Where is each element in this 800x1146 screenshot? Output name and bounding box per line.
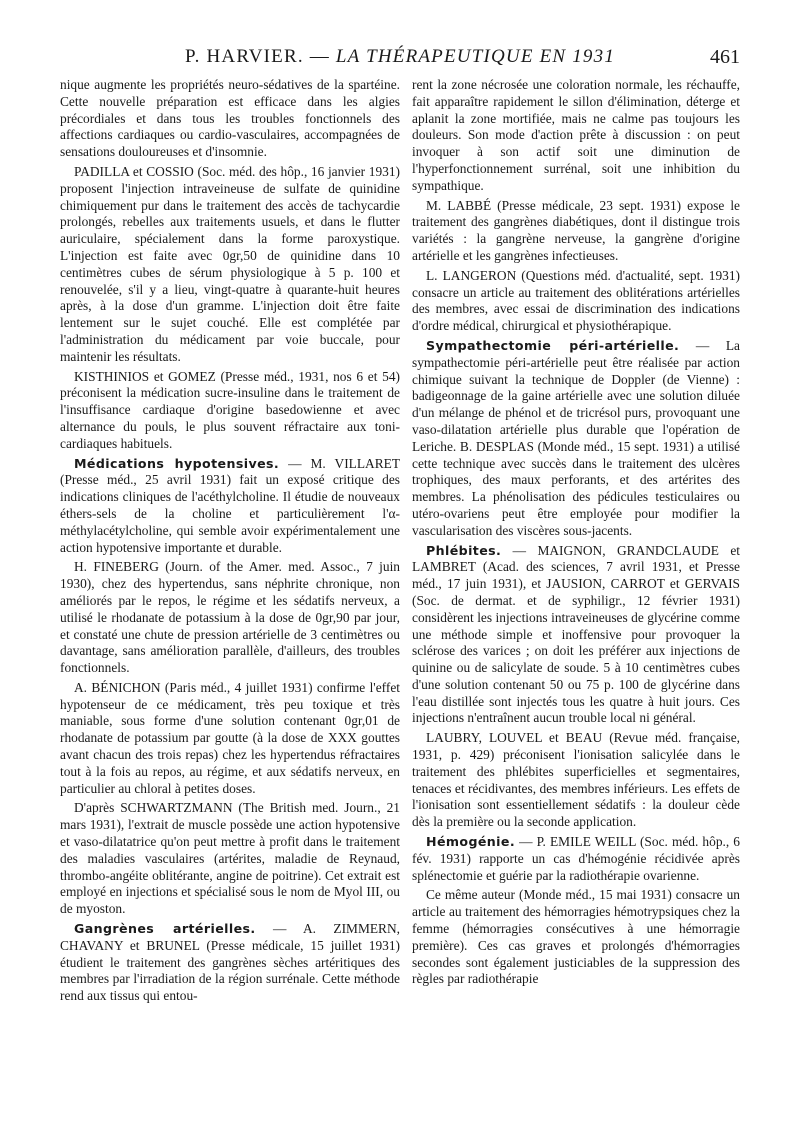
section-heading: Médications hypotensives. [74,455,280,471]
paragraph-text: H. FINEBERG (Journ. of the Amer. med. Assoc., 7 juin 1930), chez des hypertendus, sans néphrite chronique, non améliorés par le repos, le régime et les sédatifs nerveux, a utilisé le rhodanate de potassium à la dose de 0gr,90 par jour, et constaté une chute de pression artérielle de 3 centimètres ou davantage, sans amélioration parallèle, d'ailleurs, des troubles fonctionnels. [60,559,400,676]
paragraph [412,77,740,195]
paragraph [60,164,400,366]
right-column [412,77,740,991]
paragraph-text: — M. VILLARET (Presse méd., 25 avril 1931) fait un exposé critique des indications cliniques de l'acéthylcholine. Il étudie de nouveaux éthers-sels de la choline et particulièrement l'α-méthylacétylcholine, qui semble avoir expérimentalement une action hypotensive importante et durable. [60,455,400,555]
paragraph-text: rent la zone nécrosée une coloration normale, les réchauffe, fait apparaître rapidement le sillon d'élimination, déterge et aplanit la zone mortifiée, mais ne calme pas toujours les douleurs. Son mode d'action prête à discussion : on peut invoquer à son actif soit une diminution de l'hyperfonctionnement surrénal, soit une inhibition du sympathique. [412,77,740,193]
paragraph-text: L. LANGERON (Questions méd. d'actualité, sept. 1931) consacre un article au traitement des oblitérations artérielles des membres, avec essai de discrimination des indications d'ordre médical, chirurgical et physiothérapique. [412,267,740,334]
paragraph-text: KISTHINIOS et GOMEZ (Presse méd., 1931, nos 6 et 54) préconisent la médication sucre-insuline dans le traitement de l'insuffisance cardiaque d'origine basedowienne et avec alternance du pouls, le plus souvent réfractaire aux toni-cardiaques habituels. [60,368,400,451]
paragraph-text: LAUBRY, LOUVEL et BEAU (Revue méd. française, 1931, p. 429) préconisent l'ionisation salicylée dans le traitement des phlébites superficielles et segmentaires, tenaces et récidivantes, des membres inférieurs. Les effets de l'ionisation sont essentiellement sédatifs : la douleur cède dès la première ou la seconde application. [412,730,740,830]
section-heading: Hémogénie. [426,834,516,850]
paragraph [60,800,400,918]
paragraph [60,680,400,798]
section-heading: Sympathectomie péri-artérielle. [426,337,680,353]
paragraph [412,268,740,335]
paragraph-text: D'après SCHWARTZMANN (The British med. Journ., 21 mars 1931), l'extrait de muscle possède une action hypotensive et vaso-dilatatrice qu'on peut mettre à profit dans le traitement des maladies vasculaires (artérites, maladie de Reynaud, thrombo-angéite oblitérante, angine de poitrine). Cet extrait est employé en injections et spécialisé sous le nom de Myol III, ou de myoston. [60,800,400,917]
running-title [60,46,740,68]
paragraph [60,456,400,557]
paragraph [412,198,740,265]
paragraph-text: — MAIGNON, GRANDCLAUDE et LAMBRET (Acad. des sciences, 7 avril 1931, et Presse méd., 17 juin 1931), et JAUSION, CARROT et GERVAIS (Soc. de dermat. et de syphiligr., 12 février 1931) considèrent les injections intraveineuses de glycérine comme une méthode simple et inoffensive pour provoquer la sclérose des varices ; on doit les préférer aux injections de quinine ou de salicylate de soude. 5 à 10 centimètres cubes d'une solution contenant 50 ou 75 p. 100 de glycérine dans l'eau distillée sont injectés tous les quatre à huit jours. Ces injections n'entraînent aucun trouble local ni général. [412,542,740,726]
left-column [60,77,400,1008]
header-title: LA THÉRAPEUTIQUE EN 1931 [335,46,616,67]
paragraph [412,543,740,728]
paragraph-text: PADILLA et COSSIO (Soc. méd. des hôp., 16 janvier 1931) proposent l'injection intraveineuse de sulfate de quinidine chimiquement pur dans le traitement des accès de tachycardie prolongés, rebelles aux traitements usuels, et dans le flutter auriculaire, spécialement dans la forme paroxystique. L'injection est faite avec 0gr,50 de quinidine dans 10 centimètres cubes de sérum physiologique à 5 p. 100 et renouvelée, s'il y a lieu, vingt-quatre à quarante-huit heures après, à la dose d'un gramme. L'injection doit être faite lentement sur le sujet couché. Elle est complétée par l'administration du médicament par voie buccale, pour maintenir les résultats. [60,163,400,364]
running-header [60,46,740,74]
paragraph-text: A. BÉNICHON (Paris méd., 4 juillet 1931) confirme l'effet hypotenseur de ce médicament, très peu toxique et très maniable, sous forme d'une solution contenant 0gr,01 de rhodanate de potassium par goutte (à la dose de XXX gouttes avant chacun des trois repas) chez les hypertendus réfractaires tout à la fois au repos, au régime, et aux sédatifs nerveux, en particulier au chloral à petites doses. [60,679,400,796]
paragraph-text: — P. EMILE WEILL (Soc. méd. hôp., 6 fév. 1931) rapporte un cas d'hémogénie récidivée après splénectomie et guérie par la radiothérapie ovarienne. [412,834,740,883]
paragraph [412,338,740,540]
paragraph [412,887,740,988]
paragraph [412,834,740,884]
paragraph-text: — La sympathectomie péri-artérielle peut être réalisée par action chimique suivant la technique de Doppler (de Vienne) : badigeonnage de la gaine artérielle avec une solution diluée d'un mélange de phénol et de tricrésol purs, provoquant une vaso-dilatation artérielle plus durable que l'opération de Leriche. B. DESPLAS (Monde méd., 15 sept. 1931) a utilisé cette technique avec succès dans le traitement des ulcères trophiques, des maux perforants, et des artérites des membres. La phénolisation des pédicules testiculaires ou utéro-ovariens peut être employée pour modifier la vascularisation des viscères sous-jacents. [412,337,740,538]
page-number: 461 [710,46,740,68]
section-heading: Gangrènes artérielles. [74,921,256,937]
paragraph [412,730,740,831]
paragraph [60,921,400,1005]
paragraph [60,559,400,677]
paragraph-text: nique augmente les propriétés neuro-sédatives de la spartéine. Cette nouvelle préparation est efficace dans les algies précordiales et dans tous les troubles fonctionnels des affections cardiaques ou cardio-vasculaires, accompagnées de sensations douloureuses et d'insomnie. [60,77,400,160]
paragraph-text: M. LABBÉ (Presse médicale, 23 sept. 1931) expose le traitement des gangrènes diabétiques, dont il distingue trois variétés : la gangrène nerveuse, la gangrène d'origine artérielle et les gangrènes infectieuses. [412,197,740,263]
paragraph [60,77,400,161]
header-author: P. HARVIER. — [184,46,330,67]
paragraph [60,369,400,453]
section-heading: Phlébites. [426,542,502,558]
paragraph-text: Ce même auteur (Monde méd., 15 mai 1931) consacre un article au traitement des hémorragies hémotrypsiques chez la femme (hémorragies consécutives à une hémorragie première). Ces cas graves et prolongés d'hémorragies secondes sont également justiciables de la suppression des règles par radiothérapie [412,887,740,987]
paragraph-text: — A. ZIMMERN, CHAVANY et BRUNEL (Presse médicale, 15 juillet 1931) étudient le traitement des gangrènes sèches artéritiques des membres par l'irradiation de la région surrénale. Cette méthode rend aux tissus qui entou- [60,921,400,1004]
